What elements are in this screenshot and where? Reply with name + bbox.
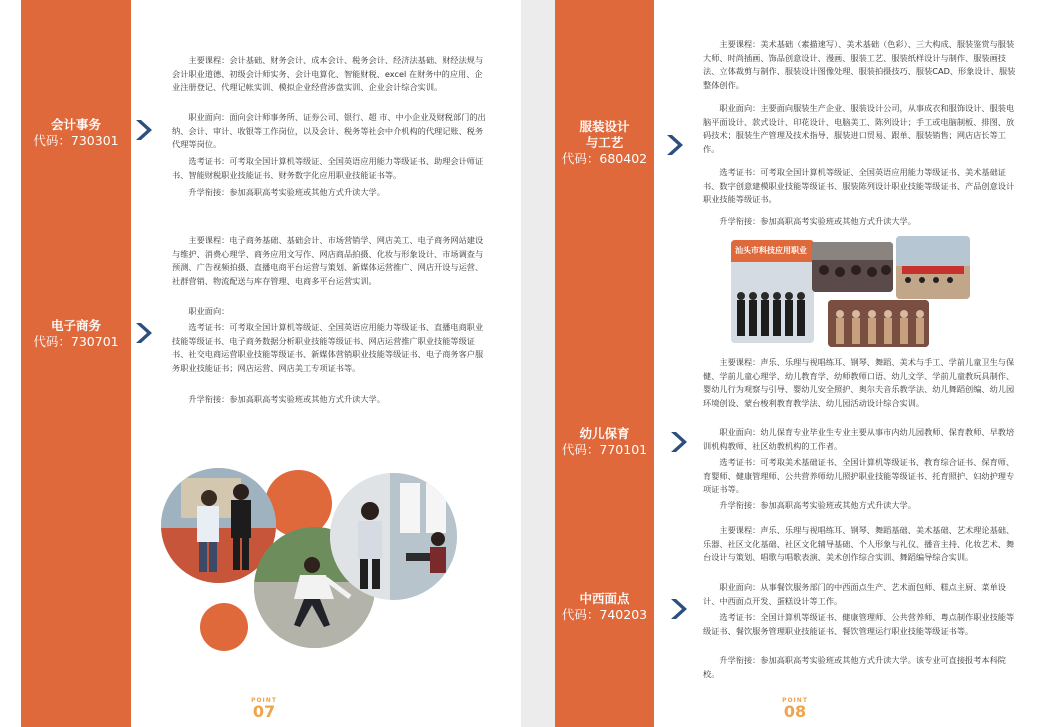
classroom-photo (812, 242, 893, 292)
page-number (240, 697, 288, 720)
course-text: 主要课程：会计基础、财务会计、成本会计、税务会计、经济法基础、财经法规与会计职业道德、初级会计师实务、会计电算化、智能财税、excel 在财务中的应用、企业注册登记、代理记帐实训、模拟企业经营涉盘实训、企业会计综合实训。 (172, 55, 484, 93)
major-label-fashion-design (557, 119, 652, 167)
further-study-text: 升学衔接：参加高职高考实验班或其他方式升读大学。 (188, 187, 385, 197)
ceremony-photo (896, 236, 970, 299)
certificate-text: 选考证书：可考取全国计算机等级证、全国英语应用能力等级证书、美术基础证书、数字创意建模职业技能等级证书、服装陈列设计职业技能等级证书、产品创意设计职业技能等级证书。 (703, 167, 1015, 205)
certificate-text: 选考证书：可考取全国计算机等级证、全国英语应用能力等级证书、助理会计师证书、智能财税职业技能证书、财务数字化应用职业技能证书等。 (172, 156, 484, 180)
major-label-pastry (557, 591, 652, 623)
chevron-right-icon (668, 430, 690, 454)
major-name: 会计事务 (50, 117, 101, 132)
career-text: 职业面向：主要面向服装生产企业、服装设计公司，从事成衣和服饰设计、服装电脑平面设计、款式设计、印花设计、电脑美工、陈列设计；手工或电脑制板、排图、放码技术；服装生产管理及技术指导、服装进口贸易、跟单、服装销售；网店店长等工作。 (703, 103, 1015, 154)
chevron-right-icon (133, 118, 155, 142)
course-text: 主要课程：声乐、乐理与视唱练耳、钢琴、舞蹈、美术与手工、学前儿童卫生与保健、学前儿童心理学、幼儿教育学、幼师教师口语、幼儿文学、学前儿童教玩具制作、婴幼儿行为观察与引导、婴幼儿安全照护、奥尔夫音乐教学法、幼儿舞蹈创编、幼儿园环境创设、蒙台梭利教育教学法、幼儿园活动设计综合实训。 (703, 357, 1015, 408)
page-number-label: POINT (251, 697, 277, 704)
career-text: 职业面向：面向会计师事务所、证券公司、银行、超 市、中小企业及财税部门的出纳、会计、审计、收银等工作岗位，以及会计、税务等社会中介机构的代理记账、税务代理等岗位。 (172, 112, 486, 150)
course-text: 主要课程：声乐、乐理与视唱练耳、钢琴、舞蹈基础、美术基础、艺术理论基础、乐器、社区文化基础、社区文化辅导基础、个人形象与礼仪、播音主持、化妆艺术、舞台设计与策划、唱歌与唱歌表演、美术创作综合实训、舞蹈编导综合实训。 (703, 525, 1015, 563)
major-name: 电子商务 (50, 318, 101, 333)
graduation-group-photo (731, 240, 814, 343)
fashion-show-photo (828, 300, 929, 347)
course-text: 主要课程：电子商务基础、基础会计、市场营销学、网店美工、电子商务网站建设与维护、消费心理学、商务应用文写作、网店商品拍摄、化妆与形象设计、市场调查与预测、广告视频拍摄、直播电商平台运营与策划、新媒体运营推广、网店开设与运营、社群营销、物流配送与库存管理、电商多平台运营实训。 (172, 235, 484, 286)
major-name: 幼儿保育 (579, 426, 630, 441)
major-label-ecommerce (24, 318, 128, 350)
decorative-circle-small (200, 603, 248, 651)
photo-banner-text: 汕头市科技应用职业 (735, 246, 807, 255)
further-study-text: 升学衔接：参加高职高考实验班或其他方式升读大学。 (188, 394, 385, 404)
page-number-value: 08 (783, 702, 807, 721)
major-label-early-childhood-care (557, 426, 652, 458)
major-name: 服装设计 与工艺 (579, 119, 630, 150)
career-text: 职业面向：从事餐饮服务部门的中西面点生产、艺术面包师、糕点主厨、菜单设计、中西面点开发、蛋糕设计等工作。 (703, 582, 1006, 606)
page-gutter (521, 0, 555, 727)
page-number (771, 697, 819, 720)
career-text: 职业面向： (188, 306, 230, 316)
major-code: 代码：680402 (561, 151, 648, 166)
major-code: 代码：770101 (561, 442, 648, 457)
major-code: 代码：730301 (33, 133, 119, 148)
chevron-right-icon (133, 321, 155, 345)
major-label-accounting (24, 117, 128, 149)
major-name: 中西面点 (579, 591, 630, 606)
chevron-right-icon (664, 133, 686, 157)
further-study-text: 升学衔接：参加高职高考实验班或其他方式升读大学。 (719, 216, 916, 226)
certificate-text: 选考证书：全国计算机等级证书、健康管理师、公共营养师、粤点制作职业技能等级证书、餐饮服务管理职业技能证书、餐饮管理运行职业技能等级证书等。 (703, 612, 1015, 636)
career-text: 职业面向：幼儿保育专业毕业生专业主要从事市内幼儿园教师、保育教师、早教培训机构教师、社区幼教机构的工作者。 (703, 427, 1015, 451)
further-study-text: 升学衔接：参加高职高考实验班或其他方式升读大学。 (719, 500, 916, 510)
chevron-right-icon (668, 597, 690, 621)
certificate-text: 选考证书：可考取美术基础证书、全国计算机等级证书、教育综合证书、保育师、育婴师、健康管理师、公共营养师幼儿照护职业技能等级证书、托育照护、妇幼护理专项证书等。 (703, 457, 1015, 495)
music-performance-photo (330, 473, 457, 600)
major-code: 代码：740203 (561, 607, 648, 622)
certificate-text: 选考证书：可考取全国计算机等级证、全国英语应用能力等级证书、直播电商职业技能等级证书、电子商务数据分析职业技能等级证书、网店运营推广职业技能等级证书、社交电商运营职业技能等级证书、新媒体营销职业技能等级证书、电子商务客户服务职业技能证书；网店运营、网店美工专项证书等。 (172, 322, 484, 373)
left-orange-band (21, 0, 131, 727)
page-number-label: POINT (782, 697, 808, 704)
course-text: 主要课程：美术基础（素描速写）、美术基础（色彩）、三大构成、服装鉴赏与服装大师、时尚插画、饰品创意设计、漫画、服装工艺、服装纸样设计与制作、服装画技法、立体裁剪与制作、服装设计图像处理、服装拍摄技巧、服装CAD、形象设计、服装整体创作。 (703, 39, 1016, 90)
further-study-text: 升学衔接：参加高职高考实验班或其他方式升读大学。该专业可直接报考本科院校。 (703, 655, 1006, 679)
major-code: 代码：730701 (33, 334, 119, 349)
page-number-value: 07 (252, 702, 276, 721)
